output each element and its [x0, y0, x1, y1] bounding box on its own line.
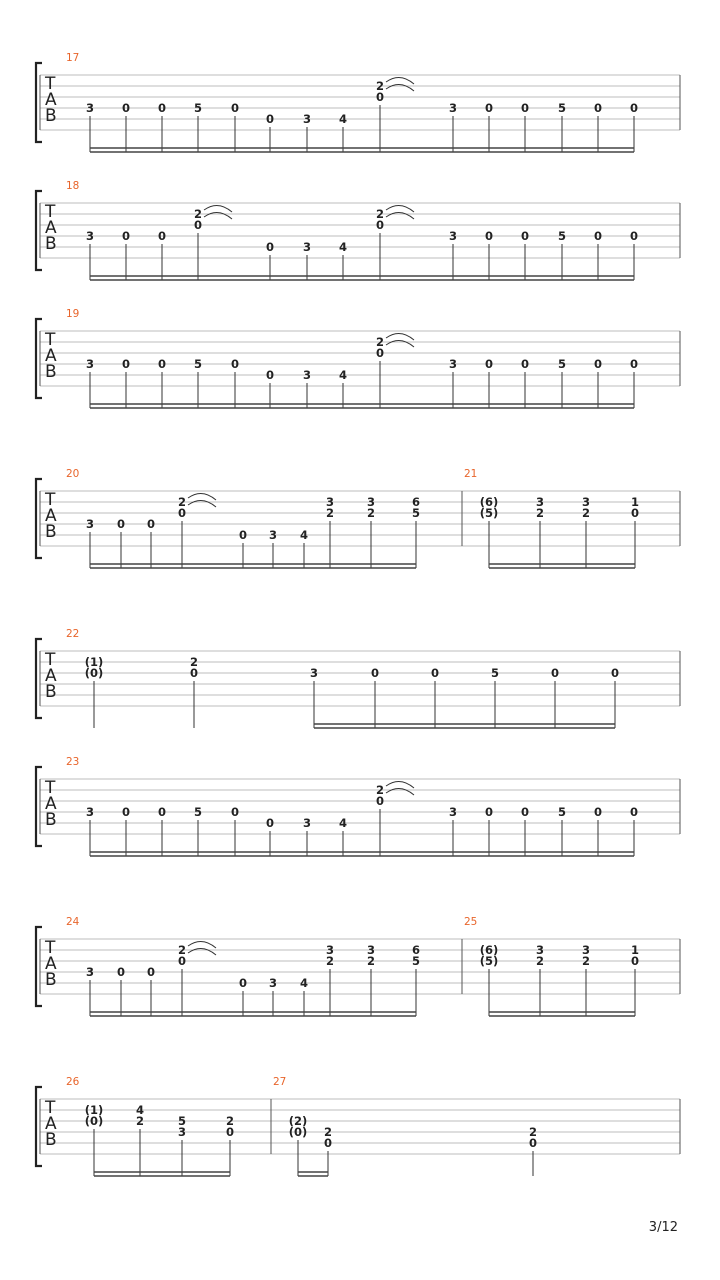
fret-number: 3 — [302, 368, 312, 382]
tie-arc — [386, 205, 414, 212]
fret-number: 0 — [610, 666, 620, 680]
fret-number: 2 — [225, 1114, 235, 1128]
tab-system — [36, 308, 680, 408]
fret-number: 4 — [135, 1103, 145, 1117]
fret-number: 0 — [157, 357, 167, 371]
fret-number: 4 — [338, 112, 348, 126]
tab-letter: T — [45, 778, 56, 798]
measure-number: 18 — [66, 180, 80, 192]
tab-system — [36, 180, 680, 280]
fret-number: 5 — [193, 101, 203, 115]
fret-number: 5 — [177, 1114, 187, 1128]
tab-letter: T — [45, 74, 56, 94]
tab-system — [36, 52, 680, 152]
fret-number: (1) — [84, 655, 104, 669]
tie-arc — [188, 500, 216, 507]
fret-number: 3 — [535, 943, 545, 957]
measure-number: 19 — [66, 308, 80, 320]
fret-number: 0 — [265, 816, 275, 830]
fret-number: 2 — [528, 1125, 538, 1139]
fret-number: 5 — [557, 229, 567, 243]
tab-letter: A — [45, 218, 57, 238]
tab-letter: A — [45, 1114, 57, 1134]
tie-arc — [188, 493, 216, 500]
fret-number: 0 — [520, 229, 530, 243]
fret-number: 6 — [411, 495, 421, 509]
fret-number: 2 — [375, 783, 385, 797]
fret-number: 0 — [157, 805, 167, 819]
fret-number: 0 — [121, 357, 131, 371]
fret-number: 2 — [581, 954, 591, 968]
fret-number: 2 — [535, 506, 545, 520]
tab-letter: A — [45, 506, 57, 526]
fret-number: 0 — [520, 805, 530, 819]
fret-number: 5 — [193, 805, 203, 819]
tab-letter: B — [45, 810, 57, 830]
tie-arc — [386, 333, 414, 340]
fret-number: 0 — [593, 805, 603, 819]
fret-number: 2 — [366, 506, 376, 520]
fret-number: 0 — [230, 357, 240, 371]
tab-letter: B — [45, 362, 57, 382]
tab-system — [36, 628, 680, 728]
fret-number: 3 — [366, 943, 376, 957]
fret-number: 0 — [630, 954, 640, 968]
fret-number: 3 — [85, 101, 95, 115]
fret-number: 0 — [265, 368, 275, 382]
fret-number: 5 — [490, 666, 500, 680]
fret-number: 2 — [325, 506, 335, 520]
fret-number: 0 — [265, 240, 275, 254]
fret-number: (0) — [288, 1125, 308, 1139]
fret-number: 3 — [366, 495, 376, 509]
tab-letter: B — [45, 234, 57, 254]
tab-system — [36, 756, 680, 856]
fret-number: 0 — [121, 805, 131, 819]
fret-number: 3 — [581, 943, 591, 957]
measure-number: 22 — [66, 628, 80, 640]
fret-number: 3 — [302, 240, 312, 254]
measure-number: 23 — [66, 756, 80, 768]
fret-number: 5 — [411, 954, 421, 968]
fret-number: 2 — [325, 954, 335, 968]
fret-number: 0 — [550, 666, 560, 680]
fret-number: 0 — [157, 101, 167, 115]
fret-number: 0 — [146, 965, 156, 979]
fret-number: 2 — [581, 506, 591, 520]
fret-number: 2 — [375, 79, 385, 93]
fret-number: 1 — [630, 495, 640, 509]
fret-number: 2 — [323, 1125, 333, 1139]
fret-number: 4 — [299, 976, 309, 990]
fret-number: 4 — [338, 816, 348, 830]
measure-number: 26 — [66, 1076, 80, 1088]
fret-number: 0 — [121, 229, 131, 243]
tab-letter: B — [45, 1130, 57, 1150]
fret-number: 3 — [309, 666, 319, 680]
tab-system — [36, 916, 680, 1016]
tab-letter: T — [45, 330, 56, 350]
fret-number: 0 — [528, 1136, 538, 1150]
fret-number: 0 — [238, 976, 248, 990]
tie-arc — [386, 788, 414, 795]
fret-number: 0 — [116, 965, 126, 979]
fret-number: 2 — [177, 943, 187, 957]
fret-number: 3 — [85, 965, 95, 979]
fret-number: 2 — [135, 1114, 145, 1128]
fret-number: 3 — [448, 101, 458, 115]
tab-letter: T — [45, 202, 56, 222]
fret-number: 0 — [323, 1136, 333, 1150]
fret-number: 2 — [535, 954, 545, 968]
fret-number: 3 — [302, 816, 312, 830]
tab-letter: T — [45, 938, 56, 958]
fret-number: 0 — [177, 506, 187, 520]
tab-letter: B — [45, 682, 57, 702]
fret-number: 3 — [85, 229, 95, 243]
tie-arc — [188, 941, 216, 948]
fret-number: 0 — [593, 357, 603, 371]
tie-arc — [386, 781, 414, 788]
tab-letter: A — [45, 954, 57, 974]
fret-number: 0 — [189, 666, 199, 680]
fret-number: 4 — [338, 240, 348, 254]
tab-letter: T — [45, 650, 56, 670]
tie-arc — [188, 948, 216, 955]
fret-number: 0 — [629, 229, 639, 243]
fret-number: 3 — [177, 1125, 187, 1139]
fret-number: 3 — [448, 229, 458, 243]
fret-number: 0 — [121, 101, 131, 115]
fret-number: 0 — [225, 1125, 235, 1139]
measure-number: 21 — [464, 468, 478, 480]
fret-number: 3 — [268, 976, 278, 990]
tab-letter: B — [45, 522, 57, 542]
tab-letter: A — [45, 346, 57, 366]
fret-number: 2 — [193, 207, 203, 221]
fret-number: 5 — [193, 357, 203, 371]
page-number: 3/12 — [648, 1220, 678, 1235]
fret-number: (6) — [479, 943, 499, 957]
tab-letter: A — [45, 666, 57, 686]
fret-number: 0 — [629, 805, 639, 819]
measure-number: 27 — [273, 1076, 287, 1088]
fret-number: 4 — [299, 528, 309, 542]
fret-number: 3 — [268, 528, 278, 542]
fret-number: 2 — [189, 655, 199, 669]
fret-number: 3 — [325, 495, 335, 509]
fret-number: (5) — [479, 954, 499, 968]
tie-arc — [386, 77, 414, 84]
fret-number: 3 — [302, 112, 312, 126]
fret-number: 0 — [629, 357, 639, 371]
tie-arc — [386, 212, 414, 219]
fret-number: 0 — [375, 90, 385, 104]
fret-number: 3 — [85, 357, 95, 371]
fret-number: 2 — [375, 207, 385, 221]
fret-number: 5 — [411, 506, 421, 520]
fret-number: 0 — [430, 666, 440, 680]
fret-number: 3 — [325, 943, 335, 957]
fret-number: 0 — [238, 528, 248, 542]
measure-number: 24 — [66, 916, 80, 928]
tab-system — [36, 1076, 680, 1176]
tab-letter: B — [45, 106, 57, 126]
fret-number: 3 — [448, 357, 458, 371]
fret-number: 0 — [593, 229, 603, 243]
fret-number: 0 — [520, 101, 530, 115]
fret-number: 0 — [593, 101, 603, 115]
tab-letter: A — [45, 794, 57, 814]
fret-number: (0) — [84, 1114, 104, 1128]
fret-number: 5 — [557, 101, 567, 115]
fret-number: 0 — [484, 357, 494, 371]
fret-number: 0 — [157, 229, 167, 243]
tie-arc — [204, 205, 232, 212]
fret-number: 0 — [230, 805, 240, 819]
fret-number: 3 — [448, 805, 458, 819]
tie-arc — [386, 340, 414, 347]
fret-number: (1) — [84, 1103, 104, 1117]
fret-number: 3 — [581, 495, 591, 509]
fret-number: (0) — [84, 666, 104, 680]
fret-number: 3 — [85, 517, 95, 531]
fret-number: 2 — [375, 335, 385, 349]
tab-letter: T — [45, 490, 56, 510]
tab-letter: T — [45, 1098, 56, 1118]
fret-number: 0 — [375, 218, 385, 232]
fret-number: 0 — [230, 101, 240, 115]
fret-number: 0 — [484, 805, 494, 819]
tie-arc — [204, 212, 232, 219]
fret-number: 0 — [116, 517, 126, 531]
fret-number: 0 — [629, 101, 639, 115]
fret-number: 3 — [535, 495, 545, 509]
measure-number: 25 — [464, 916, 478, 928]
fret-number: 0 — [146, 517, 156, 531]
fret-number: 0 — [630, 506, 640, 520]
fret-number: 0 — [193, 218, 203, 232]
tie-arc — [386, 84, 414, 91]
fret-number: 5 — [557, 805, 567, 819]
fret-number: 2 — [366, 954, 376, 968]
tab-letter: B — [45, 970, 57, 990]
fret-number: 4 — [338, 368, 348, 382]
fret-number: 0 — [484, 229, 494, 243]
fret-number: (2) — [288, 1114, 308, 1128]
fret-number: 0 — [177, 954, 187, 968]
fret-number: 0 — [484, 101, 494, 115]
fret-number: 0 — [375, 346, 385, 360]
fret-number: 2 — [177, 495, 187, 509]
fret-number: (5) — [479, 506, 499, 520]
fret-number: 1 — [630, 943, 640, 957]
fret-number: 5 — [557, 357, 567, 371]
measure-number: 17 — [66, 52, 80, 64]
fret-number: (6) — [479, 495, 499, 509]
measure-number: 20 — [66, 468, 80, 480]
tab-letter: A — [45, 90, 57, 110]
fret-number: 0 — [520, 357, 530, 371]
fret-number: 0 — [265, 112, 275, 126]
fret-number: 0 — [370, 666, 380, 680]
tab-system — [36, 468, 680, 568]
fret-number: 6 — [411, 943, 421, 957]
fret-number: 0 — [375, 794, 385, 808]
fret-number: 3 — [85, 805, 95, 819]
